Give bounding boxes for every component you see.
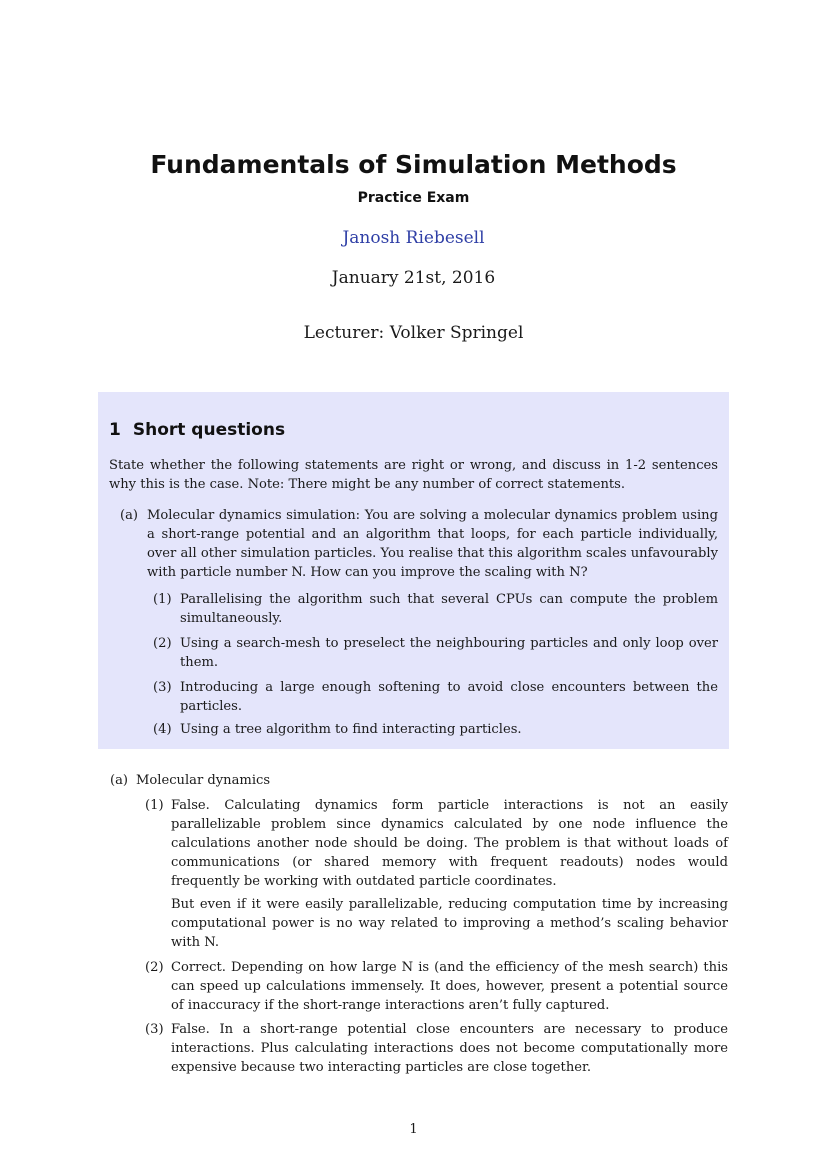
author-link[interactable]: Janosh Riebesell	[342, 228, 485, 248]
document-title: Fundamentals of Simulation Methods	[150, 150, 677, 179]
page-number: 1	[409, 1122, 418, 1137]
answer-item-label: (1)	[145, 798, 164, 813]
question-label: (a)	[120, 508, 139, 523]
section-heading	[109, 420, 285, 440]
answer-paragraph: Correct. Depending on how large N is (and the efficiency of the mesh search) this can speed up calculations immensely. It does, however, present a potential source of inaccuracy if the short-range interactions aren’t fully captured.	[171, 960, 728, 1013]
section-title: Short questions	[132, 420, 286, 440]
option-label: (2)	[153, 636, 172, 651]
option-label: (3)	[153, 680, 172, 695]
section-intro: State whether the following statements are right or wrong, and discuss in 1-2 sentences why this is the case. Note: There might be any number of correct statements.	[109, 458, 718, 492]
lecturer-line: Lecturer: Volker Springel	[303, 323, 524, 343]
document-date: January 21st, 2016	[331, 268, 496, 288]
question-text: Molecular dynamics simulation: You are solving a molecular dynamics problem using a short-range potential and an algorithm that loops, for each particle individually, over all other simulation particles. You realise that this algorithm scales unfavourably with particle number N. How can you improve the scaling with N?	[147, 508, 718, 580]
option-label: (1)	[153, 592, 172, 607]
option-text: Parallelising the algorithm such that several CPUs can compute the problem simultaneously.	[180, 592, 718, 626]
answer-heading: Molecular dynamics	[136, 773, 271, 788]
option-text: Using a tree algorithm to find interacting particles.	[180, 722, 522, 737]
answer-paragraph: But even if it were easily parallelizable, reducing computation time by increasing computational power is no way related to improving a method’s scaling behavior with N.	[171, 897, 728, 950]
option-text: Using a search-mesh to preselect the neighbouring particles and only loop over them.	[180, 636, 718, 670]
answer-paragraph: False. Calculating dynamics form particle interactions is not an easily parallelizable problem since dynamics calculated by one node influence the calculations another node should be doing. The problem is that without loads of communications (or shared memory with frequent readouts) nodes would frequently be working with outdated particle coordinates.	[171, 798, 728, 889]
option-label: (4)	[153, 722, 172, 737]
answer-paragraph: False. In a short-range potential close encounters are necessary to produce interactions. Plus calculating interactions does not become computationally more expensive because two interacting particles are close together.	[171, 1022, 728, 1075]
document-subtitle: Practice Exam	[357, 190, 470, 206]
option-text: Introducing a large enough softening to avoid close encounters between the particles.	[180, 680, 718, 714]
answer-label: (a)	[110, 773, 129, 788]
answer-item-label: (2)	[145, 960, 164, 975]
answer-item-label: (3)	[145, 1022, 164, 1037]
section-number: 1	[109, 420, 121, 440]
